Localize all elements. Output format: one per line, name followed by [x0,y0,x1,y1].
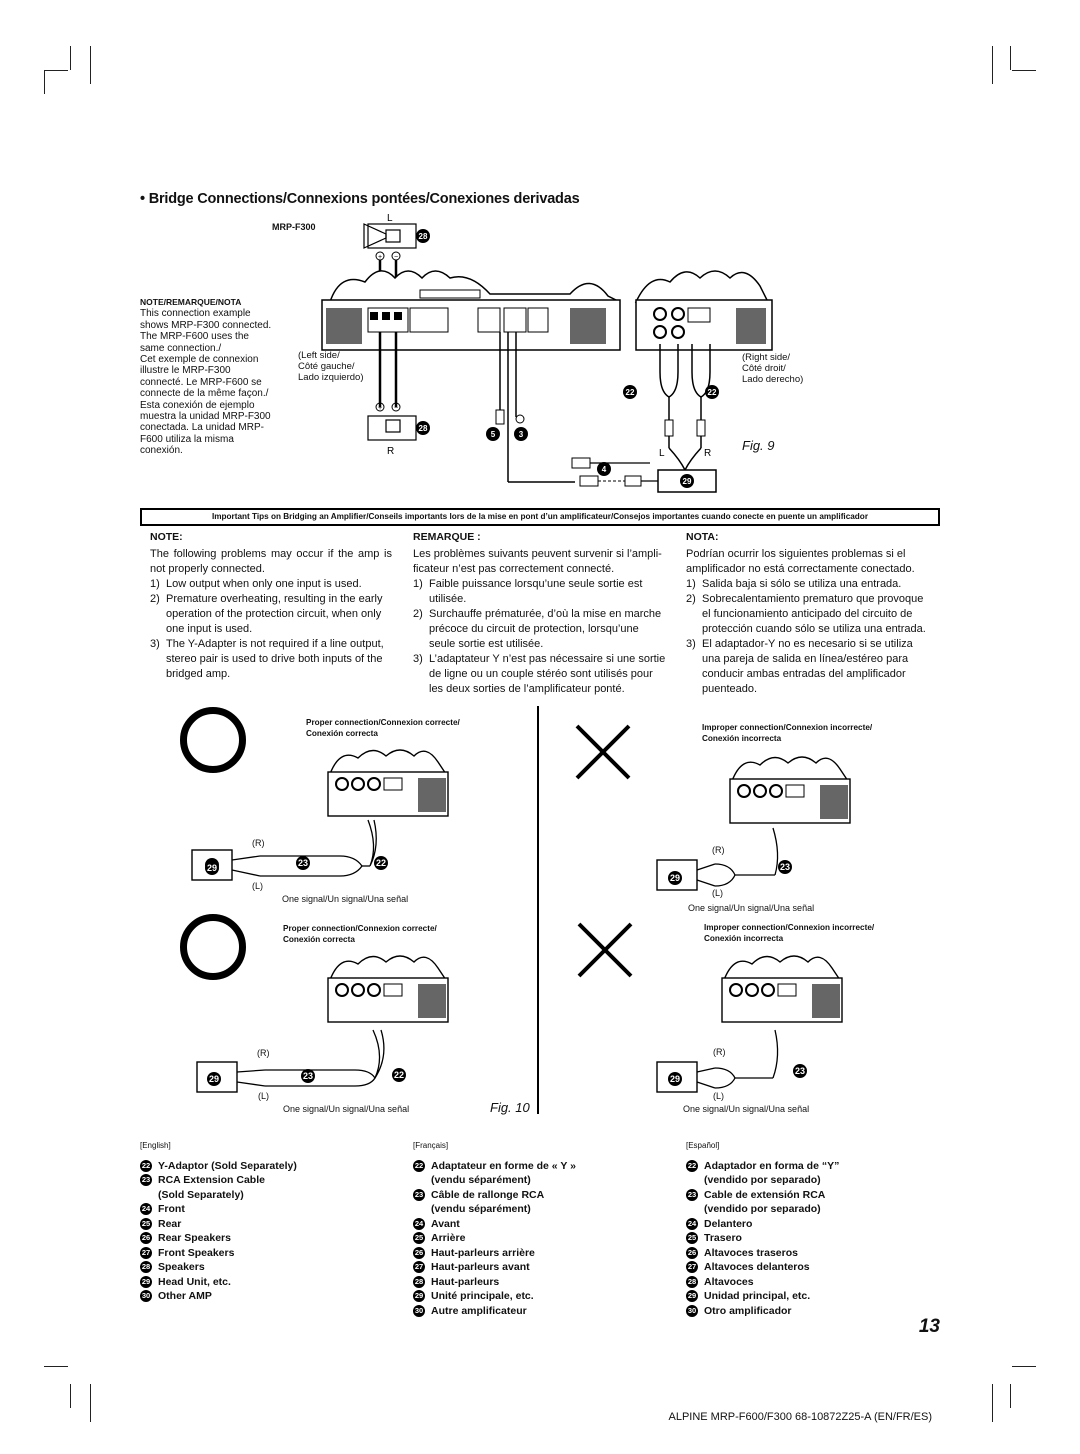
speaker-l-label: L [387,213,393,224]
num-29-badge: 29 [669,873,680,883]
legend-item: 26 Rear Speakers [141,1232,231,1244]
legend-lang-head: [Français] [413,1141,449,1150]
legend-item: 25 Arrière [414,1232,466,1244]
footer-text: ALPINE MRP-F600/F300 68-10872Z25-A (EN/FR/ES) [668,1411,932,1423]
r-label: (R) [713,1047,726,1057]
num-5-text: 5 [490,430,496,439]
important-tips-banner: Important Tips on Bridging an Amplifier/Conseils importants lors de la mise en pont d’un amplificateur/Consejos importantes cuando conecte en puente un amplificador [140,508,940,526]
note-line: Esta conexión de ejemplo [140,399,255,411]
amplifier-left-side [322,271,620,350]
legend-item: (vendu séparément) [431,1203,531,1215]
list-item: 1) Low output when only one input is used. [150,578,362,590]
note-line: same connection./ [140,342,222,354]
crop-mark [44,1366,68,1367]
amplifier-right-side [636,271,772,350]
note-line: This connection example [140,308,251,320]
fig9-label: Fig. 9 [742,438,775,453]
fig9-wiring-diagram [290,212,790,502]
mini-amp-diagram [322,744,462,822]
legend-french [413,1139,653,1318]
note-box [140,297,290,457]
crop-mark [1010,46,1011,70]
note-line: conexión. [140,445,183,457]
legend-item: 28 Altavoces [687,1275,754,1288]
legend-item: (vendido por separado) [704,1174,821,1186]
legend-item: 22 Adaptador en forma de “Y” [687,1159,840,1172]
fig10-divider [537,706,539,1114]
note-es-heading: NOTA: [686,531,719,543]
speaker-r-label: R [387,446,395,457]
num-4-text: 4 [601,465,607,474]
left-side-label: (Left side/ Côté gauche/ Lado izquierdo) [298,350,364,383]
legend-item: (vendido por separado) [704,1203,821,1215]
note-fr-intro: Les problèmes suivants peuvent survenir si l’ampli-ficateur n’est pas correctement connecté. [413,548,662,575]
num-23-badge: 23 [794,1066,805,1076]
l-label: (L) [712,888,723,898]
crop-mark [992,1384,993,1422]
legend-item: 30 Other AMP [141,1290,212,1302]
note-fr-heading: REMARQUE : [413,531,481,543]
legend-item: 24 Front [141,1203,185,1215]
num-29-badge: 29 [208,1074,219,1084]
legend-item: 22 Y-Adaptor (Sold Separately) [141,1159,297,1172]
signal-label: One signal/Un signal/Una señal [282,894,409,904]
legend-spanish [686,1139,936,1318]
note-line: F600 utiliza la misma [140,433,234,445]
svg-text:+: + [377,405,383,412]
svg-text:−: − [393,254,399,261]
num-22-badge: 22 [393,1070,404,1080]
legend-item: 27 Haut-parleurs avant [414,1261,530,1273]
note-column-spanish [686,530,934,697]
legend-item: 23 RCA Extension Cable [141,1174,265,1186]
crop-mark [90,1384,91,1422]
improper-symbol-x [575,920,635,980]
list-item: 3) El adaptador-Y no es necesario si se utiliza una pareja de salida en línea/estéreo para conducir ambas entradas del amplificador puenteado. [686,638,913,695]
note-line: illustre le MRP-F300 [140,365,231,377]
section-title: • Bridge Connections/Connexions pontées/Conexiones derivadas [140,191,580,207]
crop-mark [1012,70,1036,71]
legend-item: 29 Unité principale, etc. [414,1290,534,1302]
signal-label: One signal/Un signal/Una señal [283,1104,410,1114]
r-label: (R) [257,1048,270,1058]
speaker-right [368,416,416,440]
list-item: 1) Salida baja si sólo se utiliza una entrada. [686,578,902,590]
improper-connection-label: Improper connection/Connexion incorrecte/ Conexión incorrecta [704,923,875,943]
right-side-label: (Right side/ Côté droit/ Lado derecho) [742,352,804,385]
num-22-text-2: 22 [707,388,717,397]
num-3-text: 3 [518,430,524,439]
model-label: MRP-F300 [272,222,316,232]
legend-item: 30 Autre amplificateur [414,1304,527,1317]
legend-item: (vendu séparément) [431,1174,531,1186]
speaker-left [364,224,416,248]
l-label: (L) [252,881,263,891]
num-22-badge: 22 [375,858,386,868]
l-label: (L) [258,1091,269,1101]
legend-item: 22 Adaptateur en forme de « Y » [414,1159,576,1172]
num-23-badge: 23 [297,858,308,868]
legend-item: 27 Altavoces delanteros [687,1261,810,1273]
legend-item: 23 Câble de rallonge RCA [414,1188,545,1201]
legend-item: (Sold Separately) [158,1188,244,1201]
crop-mark [1010,1384,1011,1408]
note-line: muestra la unidad MRP-F300 [140,411,271,423]
page-number: 13 [918,1316,940,1337]
note-line: connecte de la même façon./ [140,388,269,400]
legend-item: 30 Otro amplificador [687,1304,792,1317]
legend-item: 29 Unidad principal, etc. [687,1290,811,1302]
note-column-french [413,530,668,697]
num-28-text-2: 28 [418,424,428,433]
note-line: conectada. La unidad MRP- [140,422,264,434]
improper-connection-label: Improper connection/Connexion incorrecte/ Conexión incorrecta [702,723,873,743]
proper-connection-label: Proper connection/Connexion correcte/ Conexión correcta [283,924,437,944]
crop-mark [44,70,68,71]
legend-lang-head: [English] [140,1141,171,1150]
legend-english [140,1139,380,1304]
legend-item: 26 Altavoces traseros [687,1246,798,1259]
legend-item: 29 Head Unit, etc. [141,1275,231,1288]
svg-text:+: + [377,254,383,261]
crop-mark [70,46,71,70]
mini-amp-diagram [724,751,864,829]
mini-amp-diagram [716,950,856,1028]
list-item: 3) L’adaptateur Y n’est pas nécessaire si une sortie de ligne ou un couple stéréo sont utilisés pour les deux sorties de l’amplificateur ponté. [413,653,666,695]
num-28-text: 28 [418,232,428,241]
crop-mark [1012,1366,1036,1367]
r-label: (R) [252,838,265,848]
mini-amp-diagram [322,950,462,1028]
list-item: 2) Surchauffe prématurée, d’où la mise en marche précoce du circuit de protection, lorsqu’une seule sortie est utilisée. [413,608,662,650]
proper-symbol-circle [180,914,246,980]
legend-item: 24 Avant [414,1217,460,1230]
legend-lang-head: [Español] [686,1141,720,1150]
note-line: connecté. Le MRP-F600 se [140,376,262,388]
r-label: R [704,448,712,459]
signal-label: One signal/Un signal/Una señal [688,903,815,913]
legend-item: 23 Cable de extensión RCA [687,1188,826,1201]
note-line: Cet exemple de connexion [140,354,259,366]
list-item: 1) Faible puissance lorsqu’une seule sortie est utilisée. [413,578,643,605]
num-23-badge: 23 [779,862,790,872]
note-column-english [150,530,392,682]
signal-label: One signal/Un signal/Una señal [683,1104,810,1114]
legend-item: 24 Delantero [687,1217,753,1230]
cable-diagram-proper-1 [190,816,430,896]
num-23-badge: 23 [302,1071,313,1081]
num-29-badge: 29 [669,1074,680,1084]
l-label: (L) [713,1091,724,1101]
crop-mark [90,46,91,84]
proper-connection-label: Proper connection/Connexion correcte/ Conexión correcta [306,718,460,738]
svg-text:−: − [393,405,399,412]
note-en-intro: The following problems may occur if the amp is not properly connected. [150,548,392,575]
list-item: 2) Sobrecalentamiento prematuro que provoque el funcionamiento anticipado del circuito de protección cuando sólo se utiliza una entrada. [686,593,926,635]
cable-diagram-improper-2 [655,1026,815,1106]
improper-symbol-x [573,722,633,782]
legend-item: 26 Haut-parleurs arrière [414,1246,535,1259]
crop-mark [70,1384,71,1408]
proper-symbol-circle [180,707,246,773]
legend-item: 25 Trasero [687,1232,742,1244]
crop-mark [992,46,993,84]
note-heading: NOTE/REMARQUE/NOTA [140,297,242,307]
list-item: 2) Premature overheating, resulting in the early operation of the protection circuit, when only one input is used. [150,593,383,635]
note-line: shows MRP-F300 connected. [140,319,272,331]
num-29-badge: 29 [206,863,217,873]
note-line: The MRP-F600 uses the [140,331,249,343]
legend-item: 27 Front Speakers [141,1246,235,1259]
num-22-text: 22 [625,388,635,397]
list-item: 3) The Y-Adapter is not required if a line output, stereo pair is used to drive both inputs of the bridged amp. [150,638,384,680]
legend-item: 25 Rear [141,1217,182,1230]
fig10-label: Fig. 10 [490,1100,530,1115]
crop-mark [44,70,45,94]
note-es-intro: Podrían ocurrir los siguientes problemas si el amplificador no está correctamente conectado. [686,548,915,575]
legend-item: 28 Haut-parleurs [414,1275,500,1288]
l-label: L [659,448,665,459]
note-en-heading: NOTE: [150,531,183,543]
r-label: (R) [712,845,725,855]
legend-item: 28 Speakers [141,1261,205,1273]
num-29-text: 29 [682,477,692,486]
